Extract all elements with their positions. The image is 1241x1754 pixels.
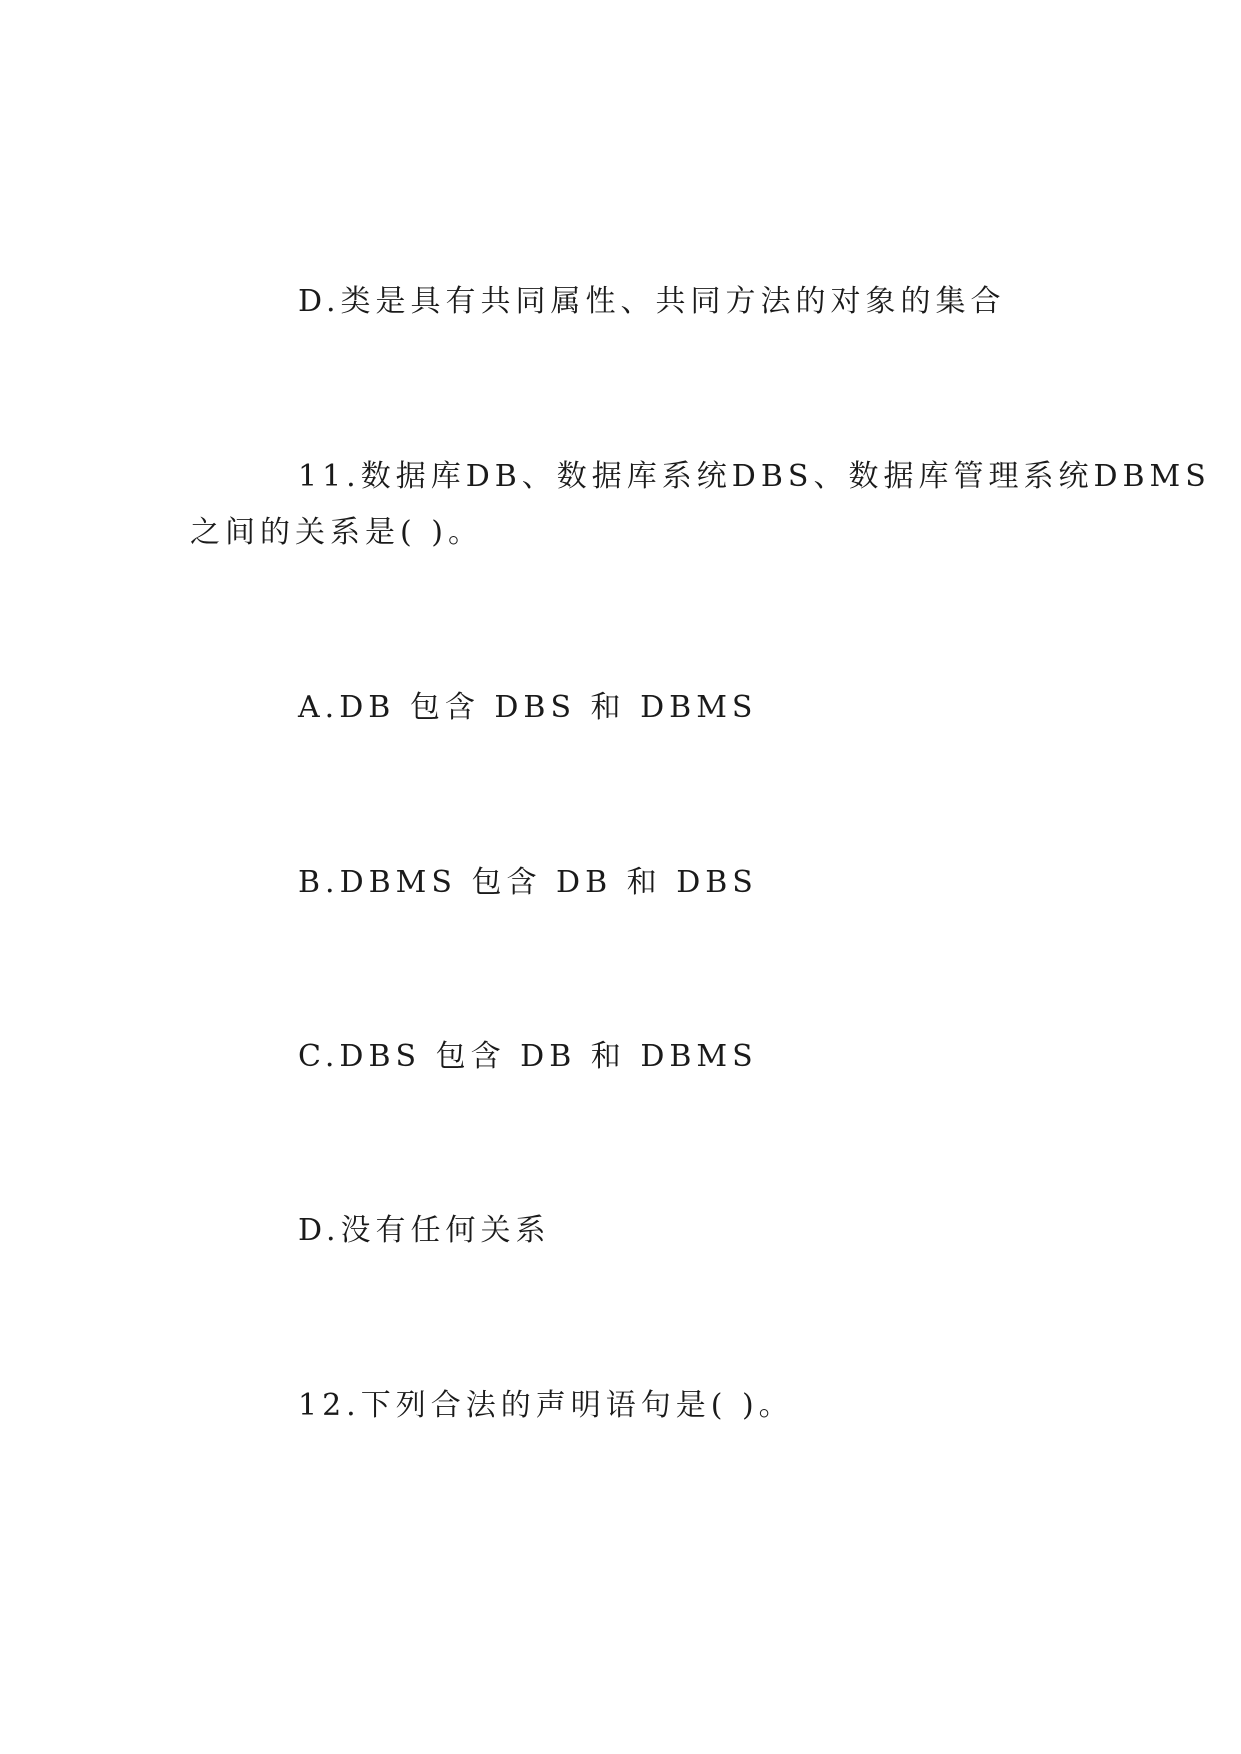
question-11-option-c: C.DBS 包含 DB 和 DBMS [298, 1039, 758, 1074]
question-11-stem-line-2: 之间的关系是( )。 [190, 515, 483, 550]
question-12-stem: 12.下列合法的声明语句是( )。 [298, 1388, 794, 1423]
question-11-option-b: B.DBMS 包含 DB 和 DBS [298, 865, 758, 900]
question-11-option-a: A.DB 包含 DBS 和 DBMS [298, 690, 758, 725]
prev-question-option-d: D.类是具有共同属性、共同方法的对象的集合 [298, 284, 1006, 319]
question-11-option-d: D.没有任何关系 [298, 1213, 551, 1248]
question-11-stem-line-1: 11.数据库DB、数据库系统DBS、数据库管理系统DBMS [298, 459, 1211, 494]
